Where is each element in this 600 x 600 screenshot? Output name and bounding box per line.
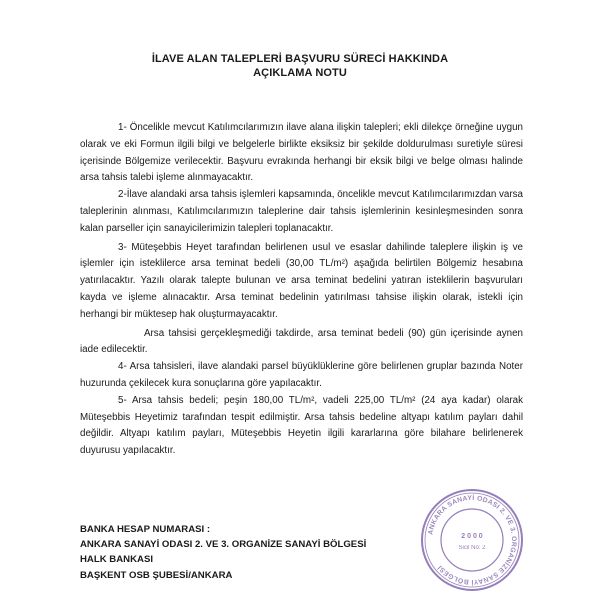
paragraph-text: Arsa tahsis bedeli; peşin 180,00 TL/m², vadeli 225,00 TL/m² (24 aya kadar) olarak Müteşebbis Heyetimiz tarafından tespit edilmiştir. Arsa tahsis bedeline altyapı katılım payları dahil değildir. Altyapı katılım payları, Müteşebbis Heyetin ilgili kararlarına göre bilahare belirlenerek duyurusu yapılacaktır. <box>80 394 523 457</box>
paragraph-text: Müteşebbis Heyet tarafından belirlenen usul ve esaslar dahilinde taleplere ilişkin iş ve işlemler için isteklilerce arsa teminat bedeli (30,00 TL/m²) aşağıda belirtilen Bölgemiz hesabına yatırılacaktır. Yazılı olarak talepte bulunan ve arsa teminat bedelini yatıran isteklilerin başvuruları kayda ve işleme alınacaktır. Arsa teminat bedelinin yatırılması tahsise ilişkin olarak, istekli için herhangi bir müktesep hak oluşturmayacaktır. <box>80 241 523 320</box>
paragraph-4 <box>80 359 523 393</box>
bank-account-holder: ANKARA SANAYİ ODASI 2. VE 3. ORGANİZE SANAYİ BÖLGESİ <box>80 539 367 551</box>
bank-name: HALK BANKASI <box>80 554 154 566</box>
stamp-center-registry: Sicil No: 2 <box>458 545 486 551</box>
paragraph-number: 5- <box>118 394 127 406</box>
paragraph-number: 3- <box>118 241 127 253</box>
paragraph-number: 1- <box>118 122 127 133</box>
paragraph-text: İlave alandaki arsa tahsis işlemleri kapsamında, öncelikle mevcut Katılımcılarımızdan varsa taleplerinin alınması, Katılımcılarımızın taleplerine dair tahsis işlemlerinin kesinleşmesinden sonra kalan parseller için sanayicilerimizin talepleri toplanacaktır. <box>80 189 523 234</box>
official-seal-stamp <box>418 486 526 594</box>
bank-account-heading: BANKA HESAP NUMARASI : <box>80 524 211 535</box>
document-subtitle: AÇIKLAMA NOTU <box>253 67 347 79</box>
document-title: İLAVE ALAN TALEPLERİ BAŞVURU SÜRECİ HAKKINDA <box>151 53 449 65</box>
paragraph-text: Arsa tahsisleri, ilave alandaki parsel büyüklüklerine göre belirlenen gruplar bazında Noter huzurunda çekilecek kura sonuçlarına göre yapılacaktır. <box>80 361 523 389</box>
paragraph-3-note <box>80 326 523 360</box>
paragraph-3 <box>80 240 523 324</box>
paragraph-1 <box>80 120 523 187</box>
paragraph-text: Öncelikle mevcut Katılımcılarımızın ilave alana ilişkin talepleri; ekli dilekçe örneğine uygun olarak ve eki Formun ilgili bilgi ve belgelerle birlikte eksiksiz bir şekilde doldurulması suretiyle süresi içerisinde Bölgemize verilecektir. Başvuru evrakında herhangi bir eksik bilgi ve belge olması halinde arsa tahsis talebi işleme alınmayacaktır. <box>80 122 523 184</box>
stamp-ring-text: ANKARA SANAYİ ODASI 2. VE 3. ORGANİZE SANAYİ BÖLGESİ <box>427 494 518 586</box>
paragraph-5 <box>80 393 523 460</box>
stamp-center-year: 2 0 0 0 <box>461 533 483 540</box>
bank-account-block <box>80 522 400 583</box>
paragraph-number: 4- <box>118 361 127 373</box>
document-body <box>80 120 523 460</box>
bank-branch: BAŞKENT OSB ŞUBESİ/ANKARA <box>80 569 233 581</box>
paragraph-number: 2- <box>118 189 127 201</box>
paragraph-text: Arsa tahsisi gerçekleşmediği takdirde, arsa teminat bedeli (90) gün içerisinde aynen iade edilecektir. <box>80 327 523 356</box>
paragraph-2 <box>80 187 523 237</box>
